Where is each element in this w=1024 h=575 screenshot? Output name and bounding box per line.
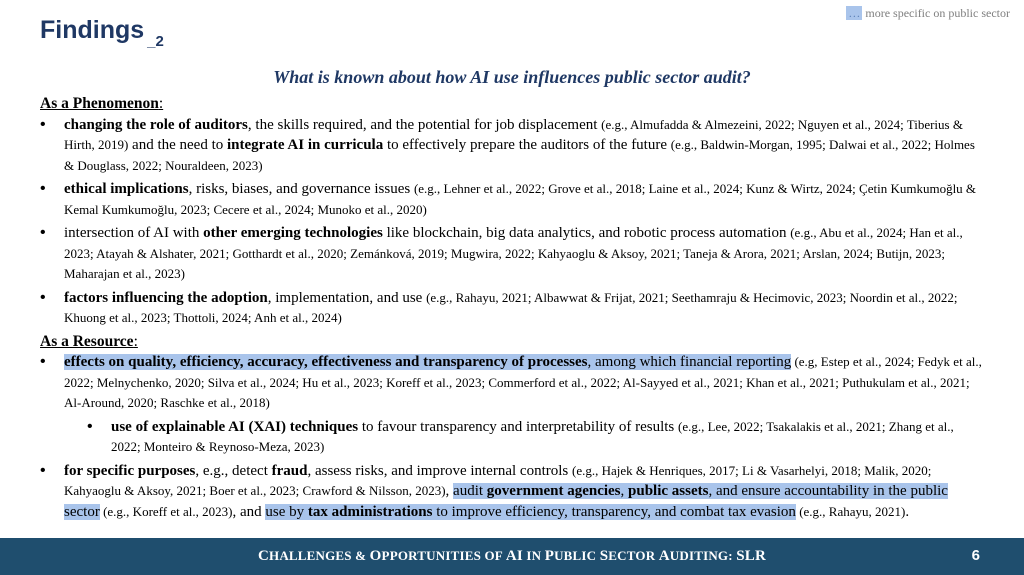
annotation-note bbox=[846, 6, 1010, 21]
section-heading-phenomenon: As a Phenomenon: bbox=[40, 95, 164, 112]
resource-list bbox=[40, 352, 986, 522]
note-text: more specific on public sector bbox=[865, 6, 1010, 20]
footer-title: CHALLENGES & OPPORTUNITIES OF AI IN PUBLIC SECTOR AUDITING: SLR bbox=[257, 548, 767, 564]
list-item: • factors influencing the adoption, implementation, and use (e.g., Rahayu, 2021; Albawwat & Frijat, 2021; Seethamraju & Hecimovic, 2023; Noordin et al., 2022; Khuong et al., 2023; Thottoli, 2024; Anh et al., 2024) bbox=[40, 288, 986, 329]
slide-content bbox=[40, 94, 986, 525]
note-marker: … bbox=[848, 6, 861, 20]
slide-title-subscript: _2 bbox=[147, 33, 164, 50]
research-question: What is known about how AI use influences public sector audit? bbox=[273, 67, 751, 87]
slide-title-main: Findings bbox=[40, 16, 145, 44]
list-item: • ethical implications, risks, biases, and governance issues (e.g., Lehner et al., 2022; Grove et al., 2018; Laine et al., 2024; Kunz & Wirtz, 2024; Çetin Kumkumoğlu & Kemal Kumkumoğlu, 2023; Cecere et al., 2024; Munoko et al., 2020) bbox=[40, 179, 986, 220]
phenomenon-list bbox=[40, 115, 986, 329]
page-number: 6 bbox=[971, 547, 980, 564]
section-heading-resource: As a Resource: bbox=[40, 332, 138, 350]
list-item: • intersection of AI with other emerging technologies like blockchain, big data analytics, and robotic process automation (e.g., Abu et al., 2024; Han et al., 2023; Atayah & Alshater, 2021; Gotthardt et al., 2020; Zemánková, 2019; Mugwira, 2022; Kahyaoglu & Aksoy, 2021; Taneja & Arora, 2021; Arslan, 2024; Butijn, 2023; Maharajan et al., 2023) bbox=[40, 223, 986, 285]
slide-title bbox=[40, 16, 164, 50]
footer-bar bbox=[0, 538, 1024, 575]
list-item: • for specific purposes, e.g., detect fraud, assess risks, and improve internal controls (e.g., Hajek & Henriques, 2017; Li & Vasarhelyi, 2018; Malik, 2020; Kahyaoglu & Aksoy, 2021; Boer et al., 2023; Crawford & Nilsson, 2023), audit government agencies, public assets, and ensure accountability in the public sector (e.g., Koreff et al., 2023), and use by tax administrations to improve efficiency, transparency, and combat tax evasion (e.g., Rahayu, 2021). bbox=[40, 461, 986, 523]
list-item: • changing the role of auditors, the skills required, and the potential for job displacement (e.g., Almufadda & Almezeini, 2022; Nguyen et al., 2024; Tiberius & Hirth, 2019) and the need to integrate AI in curricula to effectively prepare the auditors of the future (e.g., Baldwin-Morgan, 1995; Dalwai et al., 2022; Holmes & Douglass, 2022; Nouraldeen, 2023) bbox=[40, 115, 986, 177]
list-item: • effects on quality, efficiency, accuracy, effectiveness and transparency of processes, among which financial reporting (e.g, Estep et al., 2024; Fedyk et al., 2022; Melnychenko, 2020; Silva et al., 2024; Hu et al., 2023; Koreff et al., 2023; Commerford et al., 2022; Al-Sayyed et al., 2021; Khan et al., 2021; Puthukulam et al., 2021; Al-Around, 2020; Raschke et al., 2018) bbox=[40, 352, 986, 414]
list-item: • use of explainable AI (XAI) techniques to favour transparency and interpretability of results (e.g., Lee, 2022; Tsakalakis et al., 2021; Zhang et al., 2022; Monteiro & Reynoso-Meza, 2023) bbox=[40, 417, 986, 458]
